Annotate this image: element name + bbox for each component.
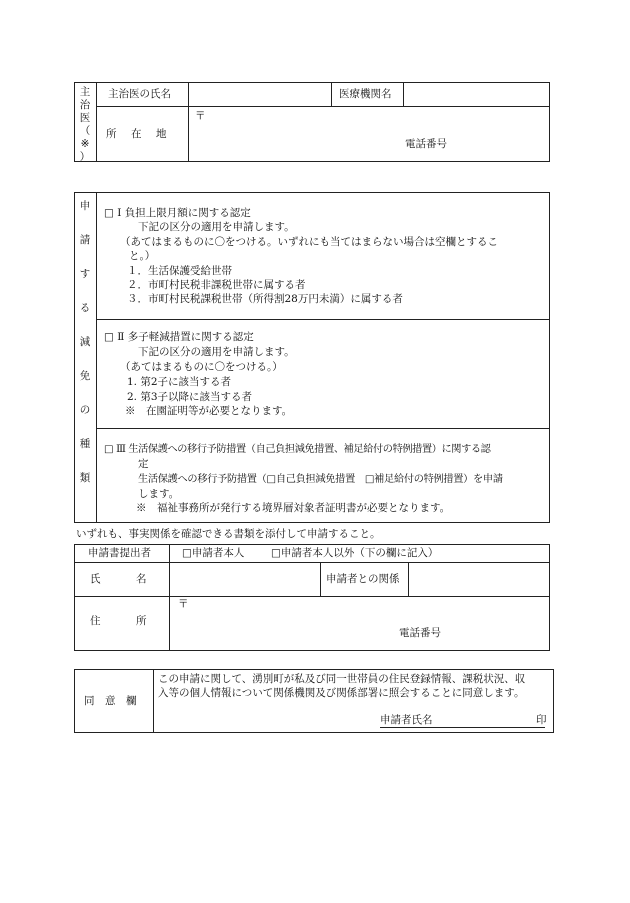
seal-mark: 印 [536,714,547,726]
consent-text: 入等の個人情報について関係機関及び関係部署に照会することに同意します。 [158,687,525,699]
section1-option-1[interactable]: １．生活保護受給世帯 [127,265,232,277]
section1-option-2[interactable]: ２．市町村民税非課税世帯に属する者 [127,279,306,291]
section1-option-3[interactable]: ３．市町村民税課税世帯（所得割28万円未満）に属する者 [127,293,403,305]
relation-field[interactable] [410,564,548,594]
submitter-self-checkbox[interactable]: □申請者本人 [182,547,245,559]
doctor-name-field[interactable] [190,84,329,104]
doctor-address-field[interactable] [190,108,548,160]
section1-line: 下記の区分の適用を申請します。 [138,221,295,233]
reduction-side-label: 申 請 す る 減 免 の 種 類 [79,200,91,484]
section2-option-1[interactable]: 1. 第2子に該当する者 [127,376,232,388]
applicant-phone-label: 電話番号 [399,627,441,639]
section3-note: ※ 福祉事務所が発行する境界層対象者証明書が必要となります。 [136,502,451,514]
attachment-note: いずれも、事実関係を確認できる書類を添付して申請すること。 [76,528,381,540]
applicant-name-label: 氏 名 [90,573,148,585]
section3-checkbox-title[interactable]: □ Ⅲ 生活保護への移行予防措置（自己負担減免措置、補足給付の特例措置）に関する認 [104,444,491,455]
doctor-postal-mark: 〒 [195,110,206,122]
section2-line: （あてはまるものに〇をつける。） [120,361,283,373]
doctor-name-label: 主治医の氏名 [108,88,171,100]
applicant-postal-mark: 〒 [178,598,189,610]
institution-label: 医療機関名 [339,88,392,100]
section2-line: 下記の区分の適用を申請します。 [138,346,295,358]
applicant-address-field[interactable] [171,598,548,649]
section3-line: 定 [138,458,149,470]
submitter-label: 申請書提出者 [88,547,151,559]
section2-option-2[interactable]: 2. 第3子以降に該当する者 [127,391,253,403]
section2-note: ※ 在園証明等が必要となります。 [125,405,293,417]
consent-text: この申請に関して、湧別町が私及び同一世帯員の住民登録情報、課税状況、収 [158,673,526,685]
submitter-other-checkbox[interactable]: □申請者本人以外（下の欄に記入） [271,547,439,559]
section3-line: します。 [138,488,180,500]
consent-label: 同 意 欄 [84,695,137,707]
applicant-name-field[interactable] [171,564,318,594]
section3-line[interactable]: 生活保護への移行予防措置（□自己負担減免措置 □補足給付の特例措置）を申請 [138,474,503,485]
section1-checkbox-title[interactable]: □ Ⅰ 負担上限月額に関する認定 [104,207,251,219]
institution-field[interactable] [405,84,548,104]
section1-line: と。） [129,250,156,262]
section1-line: （あてはまるものに〇をつける。いずれにも当てはまらない場合は空欄とするこ [120,236,498,248]
doctor-address-label: 所 在 地 [106,128,169,140]
applicant-address-label: 住 所 [90,615,148,627]
section2-checkbox-title[interactable]: □ Ⅱ 多子軽減措置に関する認定 [104,331,254,343]
doctor-phone-label: 電話番号 [405,138,447,150]
relation-label: 申請者との関係 [326,573,400,585]
doctor-side-label: 主 治 医 （ ※ ） [79,86,91,163]
signature-label: 申請者氏名 [380,714,433,726]
signature-line[interactable] [380,727,545,728]
